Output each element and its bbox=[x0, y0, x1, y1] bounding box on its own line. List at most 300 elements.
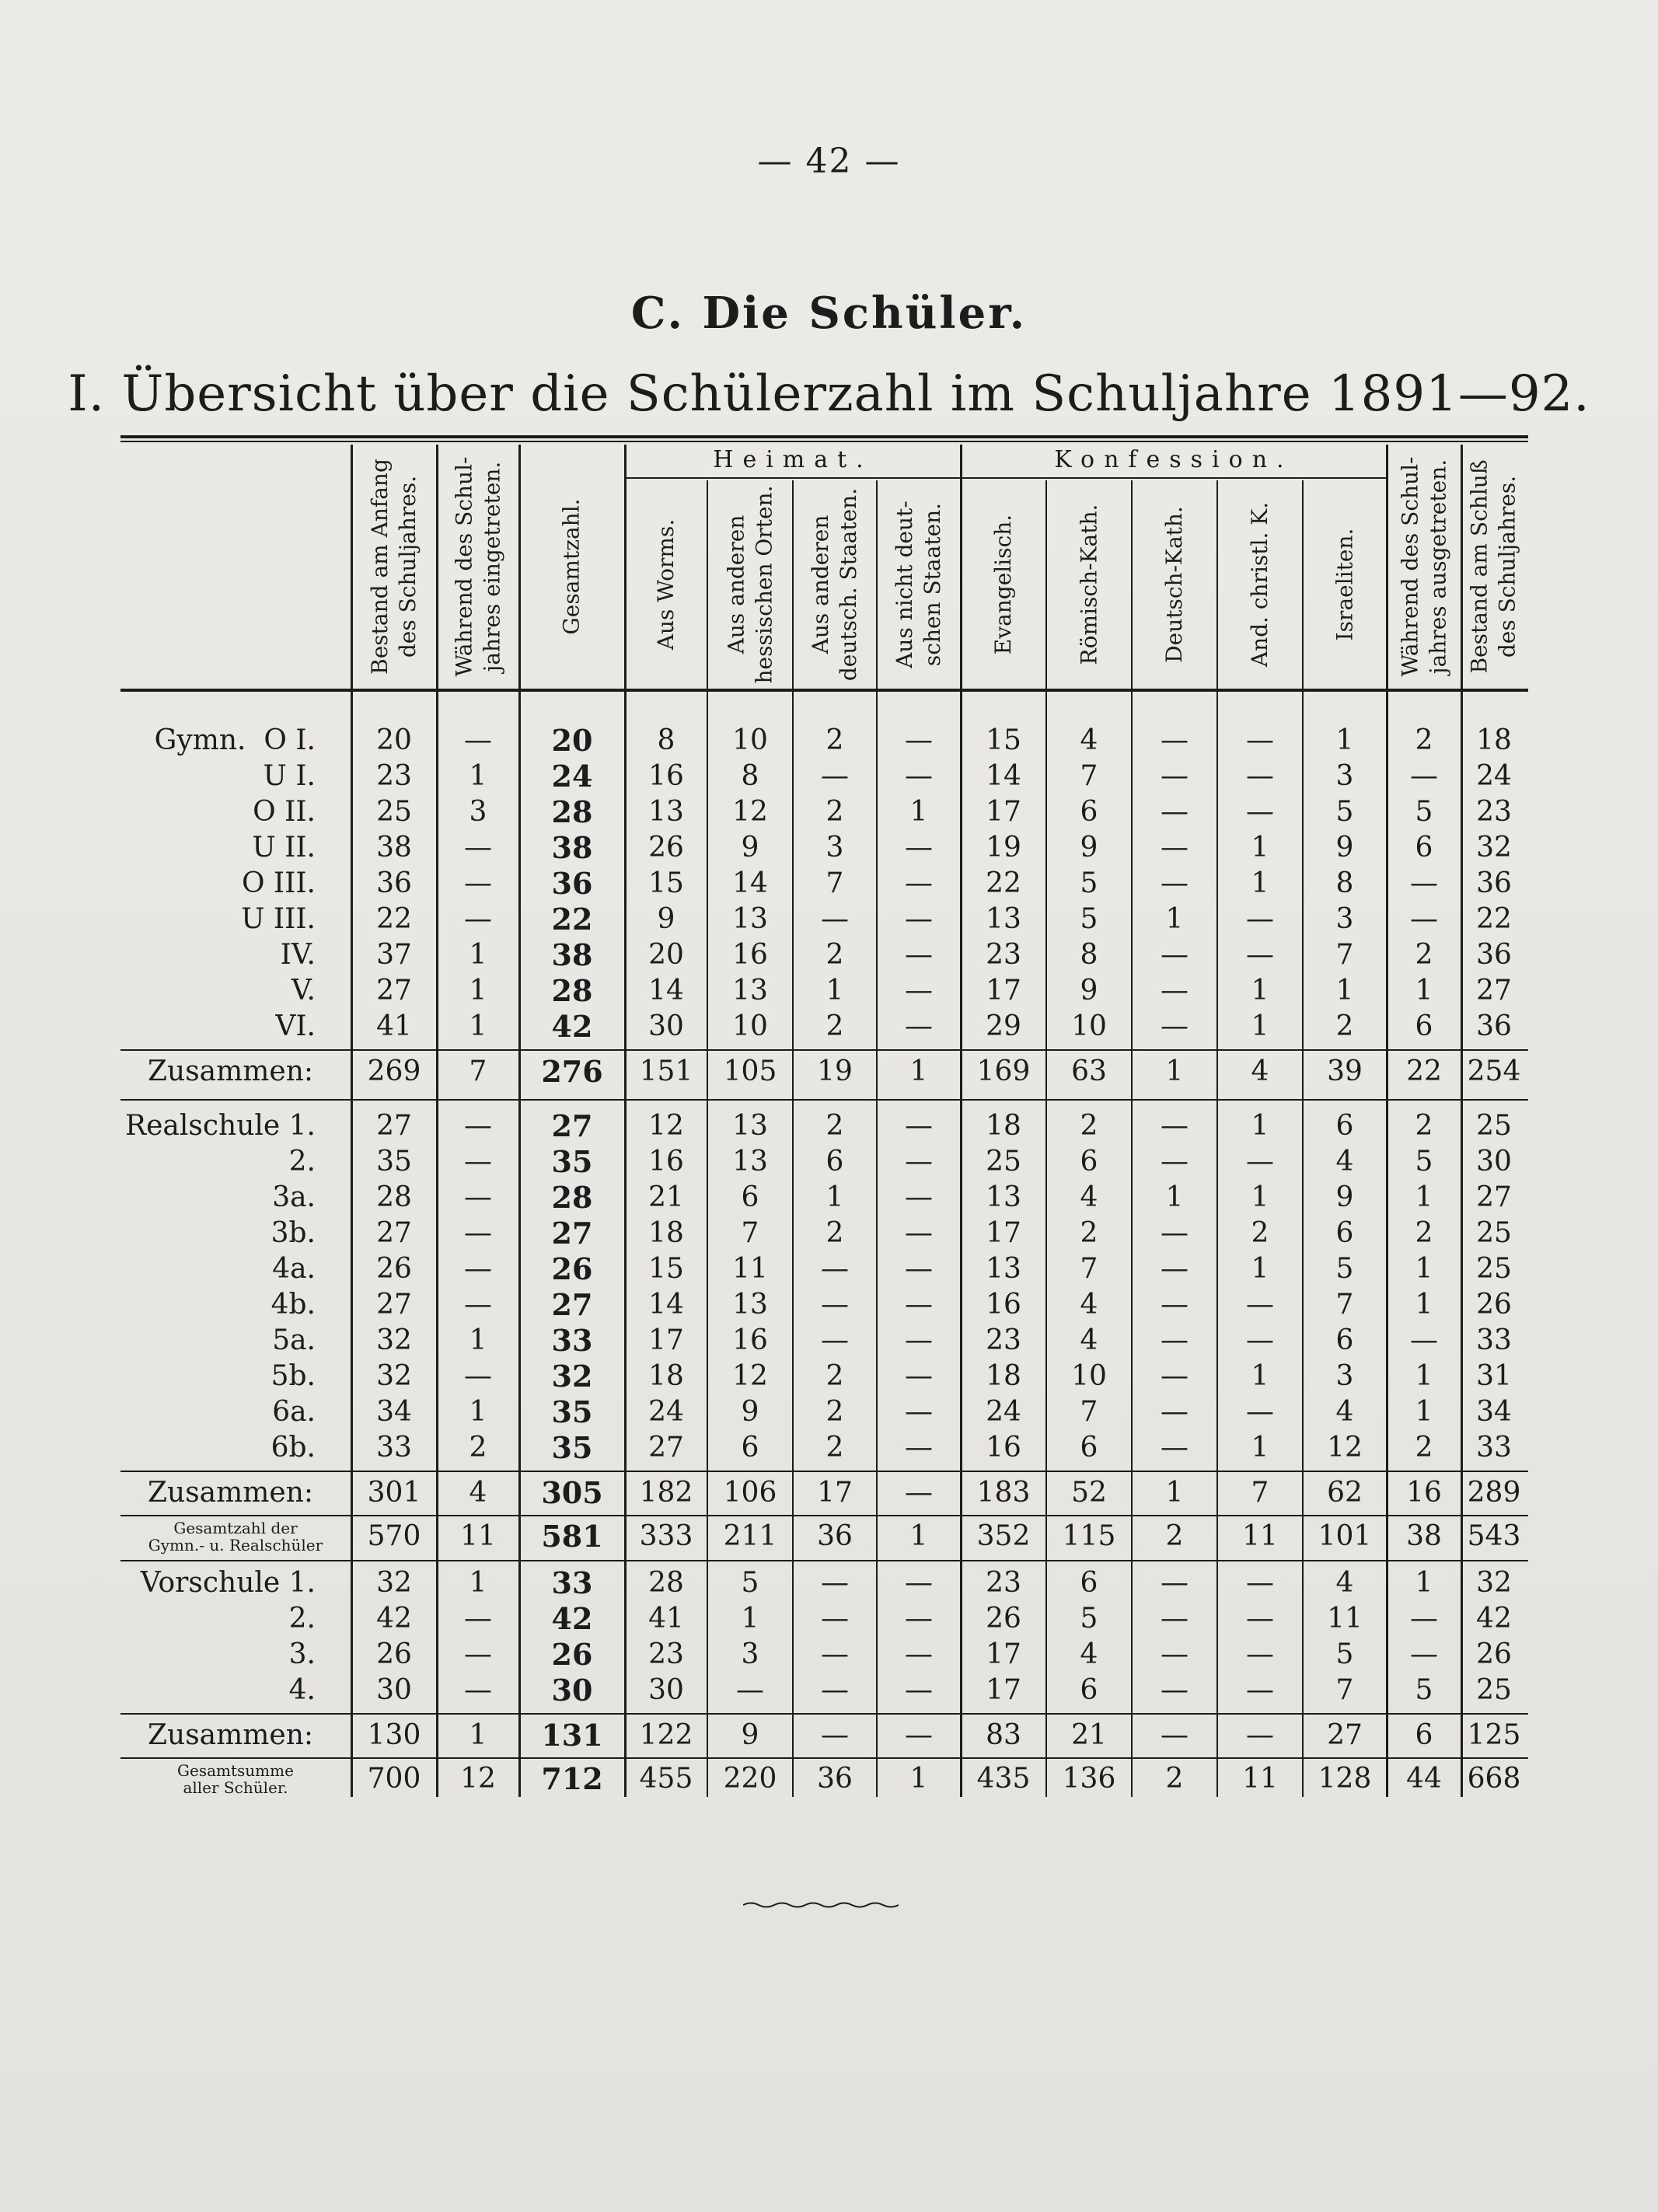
table-cell: 36 bbox=[1476, 867, 1512, 899]
table-cell: 10 bbox=[732, 724, 768, 756]
table-cell: — bbox=[1246, 1567, 1274, 1599]
row-label: VI. bbox=[275, 1010, 316, 1042]
table-row bbox=[0, 1519, 1658, 1554]
table-cell: 18 bbox=[1476, 724, 1512, 756]
table-cell: 9 bbox=[741, 1396, 759, 1428]
table-cell: 7 bbox=[469, 1055, 487, 1087]
table-cell: — bbox=[905, 1010, 933, 1042]
table-cell: 3 bbox=[1335, 760, 1354, 792]
table-cell: — bbox=[1161, 1603, 1189, 1635]
table-cell: — bbox=[1246, 1719, 1274, 1751]
table-row bbox=[0, 1359, 1658, 1394]
table-cell: 11 bbox=[732, 1253, 768, 1285]
table-cell: 30 bbox=[1476, 1146, 1512, 1178]
table-cell: 42 bbox=[551, 1009, 593, 1044]
table-cell: 1 bbox=[1415, 1360, 1433, 1392]
table-cell: 1 bbox=[1251, 975, 1269, 1007]
table-row bbox=[0, 1601, 1658, 1637]
table-cell: — bbox=[1161, 939, 1189, 971]
table-cell: 30 bbox=[648, 1674, 684, 1706]
table-cell: 26 bbox=[986, 1603, 1021, 1635]
table-row bbox=[0, 1565, 1658, 1601]
table-cell: 6 bbox=[1080, 1432, 1098, 1464]
table-cell: 5 bbox=[1415, 1674, 1433, 1706]
table-cell: 11 bbox=[1242, 1520, 1278, 1552]
table-row bbox=[0, 1430, 1658, 1466]
table-cell: 254 bbox=[1467, 1055, 1521, 1087]
table-cell: — bbox=[464, 724, 492, 756]
table-cell: 1 bbox=[1415, 975, 1433, 1007]
table-cell: — bbox=[1246, 903, 1274, 935]
table-cell: — bbox=[1161, 1253, 1189, 1285]
table-cell: 305 bbox=[541, 1475, 603, 1510]
table-cell: — bbox=[1246, 724, 1274, 756]
table-cell: 16 bbox=[986, 1432, 1021, 1464]
table-cell: 28 bbox=[551, 1180, 593, 1215]
table-cell: 712 bbox=[541, 1761, 603, 1796]
table-row bbox=[0, 1761, 1658, 1797]
table-cell: 26 bbox=[376, 1638, 412, 1670]
table-row bbox=[0, 973, 1658, 1009]
table-cell: 333 bbox=[639, 1520, 693, 1552]
group-label-konfession: Konfession. bbox=[1054, 446, 1293, 473]
table-row bbox=[0, 1718, 1658, 1753]
table-cell: 3 bbox=[469, 796, 487, 828]
column-header-text: Deutsch-Kath. bbox=[1161, 506, 1187, 663]
header-top-rule bbox=[120, 435, 1528, 438]
row-label: Gymn. O I. bbox=[154, 724, 316, 756]
table-cell: 19 bbox=[817, 1055, 853, 1087]
table-cell: 22 bbox=[1476, 903, 1512, 935]
table-cell: 16 bbox=[986, 1289, 1021, 1321]
table-cell: — bbox=[821, 1567, 849, 1599]
table-cell: 4 bbox=[1080, 724, 1098, 756]
table-cell: — bbox=[905, 724, 933, 756]
table-cell: 2 bbox=[1415, 1432, 1433, 1464]
table-cell: 3 bbox=[741, 1638, 759, 1670]
table-cell: 9 bbox=[1080, 832, 1098, 864]
table-cell: 1 bbox=[1251, 867, 1269, 899]
table-cell: 8 bbox=[1335, 867, 1354, 899]
table-cell: — bbox=[905, 1360, 933, 1392]
column-header bbox=[1461, 445, 1527, 689]
table-cell: 5 bbox=[1415, 796, 1433, 828]
table-cell: 38 bbox=[376, 832, 412, 864]
table-cell: 20 bbox=[551, 723, 593, 758]
table-cell: 6 bbox=[1080, 796, 1098, 828]
table-cell: 15 bbox=[648, 867, 684, 899]
row-label: Zusammen: bbox=[148, 1055, 314, 1087]
table-cell: 5 bbox=[1080, 903, 1098, 935]
table-row bbox=[0, 937, 1658, 973]
table-cell: — bbox=[905, 975, 933, 1007]
table-cell: 105 bbox=[723, 1055, 777, 1087]
table-cell: 4 bbox=[1080, 1324, 1098, 1356]
table-cell: 1 bbox=[1415, 1181, 1433, 1213]
table-row bbox=[0, 1180, 1658, 1216]
table-cell: 22 bbox=[551, 902, 593, 937]
table-cell: — bbox=[464, 1638, 492, 1670]
table-cell: 30 bbox=[551, 1673, 593, 1708]
table-cell: 22 bbox=[986, 867, 1021, 899]
table-cell: 52 bbox=[1071, 1477, 1107, 1509]
table-cell: 36 bbox=[1476, 939, 1512, 971]
table-cell: 32 bbox=[376, 1360, 412, 1392]
table-cell: — bbox=[905, 939, 933, 971]
table-cell: 16 bbox=[1406, 1477, 1442, 1509]
row-label: U III. bbox=[241, 903, 316, 935]
table-cell: 1 bbox=[1251, 1253, 1269, 1285]
table-cell: 44 bbox=[1406, 1763, 1442, 1795]
table-cell: 35 bbox=[551, 1394, 593, 1429]
table-cell: 25 bbox=[376, 796, 412, 828]
column-header bbox=[351, 445, 437, 689]
table-cell: 136 bbox=[1062, 1763, 1116, 1795]
table-cell: 20 bbox=[648, 939, 684, 971]
table-cell: 169 bbox=[976, 1055, 1031, 1087]
vorschule-end-rule bbox=[120, 1757, 1528, 1759]
table-cell: 14 bbox=[648, 1289, 684, 1321]
combined-total-rule bbox=[120, 1560, 1528, 1561]
table-cell: 23 bbox=[376, 760, 412, 792]
table-cell: — bbox=[1410, 867, 1438, 899]
table-cell: — bbox=[464, 1603, 492, 1635]
table-cell: 16 bbox=[648, 760, 684, 792]
row-label: V. bbox=[291, 975, 316, 1007]
table-cell: — bbox=[1410, 1603, 1438, 1635]
table-cell: 1 bbox=[1415, 1289, 1433, 1321]
table-cell: 5 bbox=[1080, 1603, 1098, 1635]
row-label: 3. bbox=[288, 1638, 316, 1670]
table-cell: 4 bbox=[1080, 1289, 1098, 1321]
column-header bbox=[437, 445, 519, 689]
table-cell: 32 bbox=[1476, 1567, 1512, 1599]
table-cell: 1 bbox=[1165, 1181, 1184, 1213]
table-cell: 28 bbox=[376, 1181, 412, 1213]
table-cell: 5 bbox=[1335, 1253, 1354, 1285]
table-cell: — bbox=[1161, 760, 1189, 792]
table-row bbox=[0, 830, 1658, 866]
table-cell: 1 bbox=[1251, 1181, 1269, 1213]
table-cell: 1 bbox=[1165, 903, 1184, 935]
table-cell: — bbox=[1161, 1567, 1189, 1599]
table-cell: — bbox=[1161, 1010, 1189, 1042]
row-label: U I. bbox=[263, 760, 316, 792]
table-row bbox=[0, 1637, 1658, 1673]
table-row bbox=[0, 1144, 1658, 1180]
table-row bbox=[0, 1216, 1658, 1251]
column-header bbox=[1132, 480, 1217, 689]
table-cell: 8 bbox=[1080, 939, 1098, 971]
table-cell: 14 bbox=[732, 867, 768, 899]
page-number: — 42 — bbox=[757, 141, 901, 181]
column-header-text: Aus nicht deut- schen Staaten. bbox=[892, 501, 945, 668]
column-header-text: And. christl. K. bbox=[1247, 501, 1273, 668]
table-cell: 2 bbox=[1415, 1110, 1433, 1142]
table-cell: 33 bbox=[551, 1323, 593, 1358]
row-label: Gesamtsumme aller Schüler. bbox=[177, 1761, 294, 1797]
table-cell: 6 bbox=[1415, 832, 1433, 864]
table-cell: 27 bbox=[551, 1216, 593, 1251]
group-label-heimat: Heimat. bbox=[713, 446, 873, 473]
table-cell: 26 bbox=[551, 1637, 593, 1672]
table-cell: 26 bbox=[551, 1251, 593, 1286]
table-cell: 106 bbox=[723, 1477, 777, 1509]
table-cell: 17 bbox=[986, 796, 1021, 828]
table-cell: 1 bbox=[1335, 724, 1354, 756]
table-cell: 41 bbox=[648, 1603, 684, 1635]
table-cell: 17 bbox=[817, 1477, 853, 1509]
table-cell: 42 bbox=[376, 1603, 412, 1635]
table-cell: 6 bbox=[1335, 1217, 1354, 1249]
table-cell: 7 bbox=[1335, 1289, 1354, 1321]
table-cell: 455 bbox=[639, 1763, 693, 1795]
table-cell: 6 bbox=[826, 1146, 844, 1178]
table-cell: 63 bbox=[1071, 1055, 1107, 1087]
table-cell: 1 bbox=[469, 1396, 487, 1428]
table-cell: — bbox=[905, 1396, 933, 1428]
table-cell: 25 bbox=[986, 1146, 1021, 1178]
table-cell: 1 bbox=[469, 975, 487, 1007]
table-cell: 1 bbox=[1251, 1010, 1269, 1042]
table-cell: 1 bbox=[909, 1763, 928, 1795]
table-cell: 24 bbox=[986, 1396, 1021, 1428]
table-cell: 5 bbox=[1335, 796, 1354, 828]
table-cell: 32 bbox=[551, 1359, 593, 1394]
table-cell: — bbox=[1246, 796, 1274, 828]
table-cell: 435 bbox=[976, 1763, 1031, 1795]
table-cell: 39 bbox=[1327, 1055, 1363, 1087]
row-label: 3b. bbox=[271, 1217, 316, 1249]
table-cell: 11 bbox=[460, 1520, 496, 1552]
table-cell: 12 bbox=[732, 796, 768, 828]
table-row bbox=[0, 1673, 1658, 1708]
table-cell: 11 bbox=[1242, 1763, 1278, 1795]
table-cell: — bbox=[905, 1289, 933, 1321]
table-cell: 37 bbox=[376, 939, 412, 971]
table-cell: 1 bbox=[1415, 1567, 1433, 1599]
table-cell: — bbox=[464, 903, 492, 935]
table-cell: 18 bbox=[986, 1360, 1021, 1392]
table-cell: 125 bbox=[1467, 1719, 1521, 1751]
table-cell: 2 bbox=[826, 1360, 844, 1392]
table-cell: 27 bbox=[551, 1287, 593, 1322]
table-cell: — bbox=[464, 1360, 492, 1392]
table-cell: 1 bbox=[1251, 1360, 1269, 1392]
table-row bbox=[0, 1323, 1658, 1359]
table-cell: 2 bbox=[826, 1010, 844, 1042]
table-cell: 7 bbox=[826, 867, 844, 899]
table-cell: 1 bbox=[1415, 1253, 1433, 1285]
table-cell: 23 bbox=[648, 1638, 684, 1670]
table-cell: — bbox=[1161, 1110, 1189, 1142]
table-cell: 1 bbox=[469, 939, 487, 971]
table-cell: 6 bbox=[741, 1432, 759, 1464]
table-cell: — bbox=[821, 1289, 849, 1321]
table-cell: — bbox=[821, 903, 849, 935]
table-cell: — bbox=[905, 1324, 933, 1356]
table-cell: — bbox=[464, 1146, 492, 1178]
table-cell: 25 bbox=[1476, 1674, 1512, 1706]
table-cell: 24 bbox=[648, 1396, 684, 1428]
table-cell: 13 bbox=[732, 1146, 768, 1178]
table-cell: 6 bbox=[741, 1181, 759, 1213]
table-cell: 2 bbox=[1415, 939, 1433, 971]
table-cell: 276 bbox=[541, 1054, 603, 1089]
table-cell: — bbox=[905, 1603, 933, 1635]
table-cell: — bbox=[736, 1674, 764, 1706]
table-cell: — bbox=[821, 1253, 849, 1285]
table-cell: 2 bbox=[1251, 1217, 1269, 1249]
table-cell: 38 bbox=[551, 830, 593, 865]
table-cell: 27 bbox=[376, 1217, 412, 1249]
column-header-text: Israeliten. bbox=[1332, 528, 1357, 641]
table-cell: 26 bbox=[376, 1253, 412, 1285]
column-header-text: Aus anderen hessischen Orten. bbox=[723, 485, 777, 684]
table-cell: 33 bbox=[1476, 1432, 1512, 1464]
konfession-group-rule bbox=[961, 477, 1387, 479]
table-row bbox=[0, 1475, 1658, 1511]
table-cell: 3 bbox=[826, 832, 844, 864]
table-cell: — bbox=[821, 760, 849, 792]
table-cell: — bbox=[1161, 796, 1189, 828]
table-cell: 1 bbox=[1165, 1055, 1184, 1087]
column-header-text: Evangelisch. bbox=[990, 514, 1016, 655]
table-cell: — bbox=[1161, 1638, 1189, 1670]
table-cell: — bbox=[905, 1674, 933, 1706]
table-cell: 122 bbox=[639, 1719, 693, 1751]
table-cell: 2 bbox=[1080, 1217, 1098, 1249]
table-cell: 26 bbox=[1476, 1638, 1512, 1670]
table-cell: 25 bbox=[1476, 1110, 1512, 1142]
table-cell: — bbox=[905, 1253, 933, 1285]
table-title: I. Übersicht über die Schülerzahl im Schuljahre 1891—92. bbox=[68, 365, 1590, 423]
table-cell: 24 bbox=[551, 759, 593, 794]
table-cell: 1 bbox=[826, 1181, 844, 1213]
table-cell: 10 bbox=[732, 1010, 768, 1042]
table-cell: 18 bbox=[648, 1360, 684, 1392]
table-cell: 1 bbox=[469, 760, 487, 792]
table-cell: 4 bbox=[1335, 1396, 1354, 1428]
table-cell: 6 bbox=[1080, 1567, 1098, 1599]
table-row bbox=[0, 1054, 1658, 1090]
table-cell: 14 bbox=[648, 975, 684, 1007]
realschule-end-rule bbox=[120, 1515, 1528, 1516]
table-cell: 13 bbox=[732, 975, 768, 1007]
table-cell: 7 bbox=[741, 1217, 759, 1249]
vorschule-subtotal-rule bbox=[120, 1713, 1528, 1715]
table-cell: 2 bbox=[826, 1432, 844, 1464]
table-cell: 581 bbox=[541, 1519, 603, 1554]
table-cell: 23 bbox=[986, 1324, 1021, 1356]
table-cell: 1 bbox=[469, 1010, 487, 1042]
table-cell: 2 bbox=[826, 1396, 844, 1428]
table-cell: 2 bbox=[826, 796, 844, 828]
table-cell: 17 bbox=[986, 1638, 1021, 1670]
table-cell: 35 bbox=[376, 1146, 412, 1178]
header-top-rule-thin bbox=[120, 441, 1528, 442]
table-cell: 9 bbox=[657, 903, 675, 935]
table-cell: 6 bbox=[1080, 1674, 1098, 1706]
table-cell: — bbox=[1161, 1432, 1189, 1464]
row-label: U II. bbox=[252, 832, 316, 864]
table-row bbox=[0, 794, 1658, 830]
table-cell: 1 bbox=[741, 1603, 759, 1635]
table-cell: 15 bbox=[648, 1253, 684, 1285]
table-cell: — bbox=[905, 1432, 933, 1464]
table-cell: 13 bbox=[986, 1181, 1021, 1213]
table-cell: 4 bbox=[1335, 1146, 1354, 1178]
table-cell: 1 bbox=[1165, 1477, 1184, 1509]
table-cell: 36 bbox=[817, 1763, 853, 1795]
row-label: 4b. bbox=[271, 1289, 316, 1321]
table-cell: 25 bbox=[1476, 1253, 1512, 1285]
table-cell: — bbox=[464, 867, 492, 899]
table-cell: 7 bbox=[1335, 1674, 1354, 1706]
table-cell: — bbox=[1161, 724, 1189, 756]
table-cell: 34 bbox=[376, 1396, 412, 1428]
table-cell: 6 bbox=[1335, 1110, 1354, 1142]
table-cell: 28 bbox=[551, 794, 593, 829]
table-cell: — bbox=[1161, 1217, 1189, 1249]
header-bottom-rule bbox=[120, 689, 1528, 692]
table-cell: 1 bbox=[469, 1719, 487, 1751]
table-cell: 211 bbox=[723, 1520, 777, 1552]
table-cell: 36 bbox=[1476, 1010, 1512, 1042]
table-cell: 183 bbox=[976, 1477, 1031, 1509]
table-cell: — bbox=[464, 1674, 492, 1706]
table-cell: 1 bbox=[1415, 1396, 1433, 1428]
column-header bbox=[1303, 480, 1387, 689]
column-header-text: Römisch-Kath. bbox=[1076, 504, 1102, 665]
table-cell: 5 bbox=[1080, 867, 1098, 899]
table-cell: — bbox=[1246, 1324, 1274, 1356]
table-cell: — bbox=[821, 1324, 849, 1356]
table-cell: 570 bbox=[367, 1520, 421, 1552]
table-cell: 4 bbox=[1080, 1638, 1098, 1670]
table-cell: 30 bbox=[648, 1010, 684, 1042]
table-cell: 16 bbox=[648, 1146, 684, 1178]
column-header-text: Aus Worms. bbox=[653, 518, 679, 651]
table-cell: 20 bbox=[376, 724, 412, 756]
table-cell: 131 bbox=[541, 1718, 603, 1753]
table-cell: 2 bbox=[826, 1217, 844, 1249]
table-cell: 7 bbox=[1080, 1396, 1098, 1428]
table-cell: — bbox=[1246, 1146, 1274, 1178]
table-cell: 130 bbox=[367, 1719, 421, 1751]
column-header-text: Während des Schul- jahres eingetreten. bbox=[451, 456, 504, 677]
realschule-subtotal-rule bbox=[120, 1471, 1528, 1472]
table-cell: — bbox=[1161, 867, 1189, 899]
table-cell: 23 bbox=[986, 1567, 1021, 1599]
table-cell: — bbox=[464, 1181, 492, 1213]
column-header bbox=[1217, 480, 1303, 689]
row-label: 2. bbox=[288, 1146, 316, 1178]
table-cell: 28 bbox=[648, 1567, 684, 1599]
table-cell: 269 bbox=[367, 1055, 421, 1087]
table-cell: 1 bbox=[909, 1055, 928, 1087]
table-cell: 24 bbox=[1476, 760, 1512, 792]
table-cell: 1 bbox=[1335, 975, 1354, 1007]
table-cell: 18 bbox=[648, 1217, 684, 1249]
table-cell: — bbox=[1246, 1289, 1274, 1321]
table-cell: 11 bbox=[1327, 1603, 1363, 1635]
table-cell: 29 bbox=[986, 1010, 1021, 1042]
table-cell: 35 bbox=[551, 1430, 593, 1465]
table-cell: 9 bbox=[1335, 832, 1354, 864]
table-cell: 12 bbox=[648, 1110, 684, 1142]
table-cell: 7 bbox=[1335, 939, 1354, 971]
